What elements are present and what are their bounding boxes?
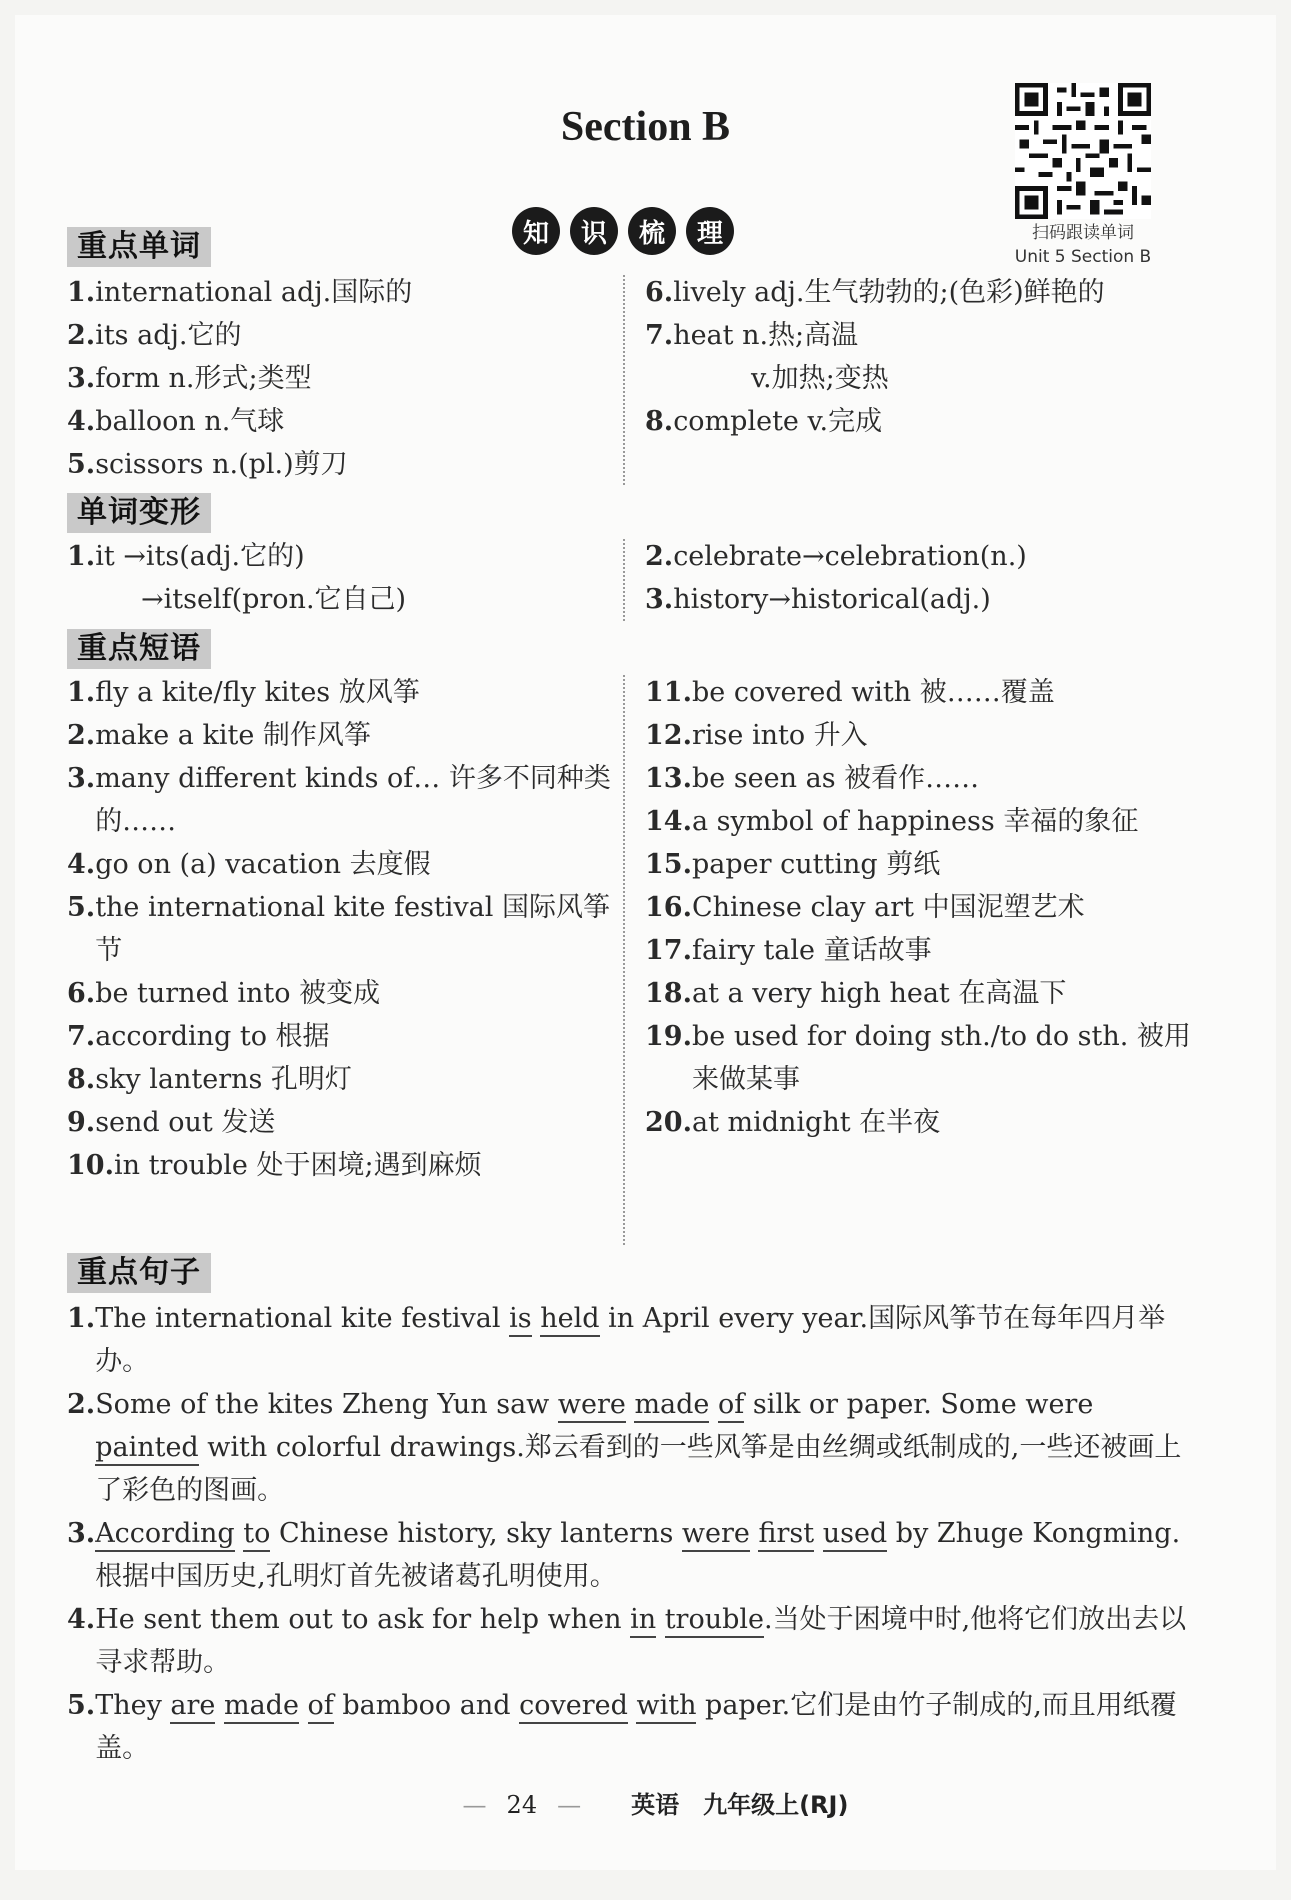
sentence-item [67,1684,1197,1770]
sentence-fragment: The international kite festival [95,1303,510,1334]
qr-caption-line: Unit 5 Section B [1014,247,1152,267]
sentence-fragment [814,1518,823,1549]
heading-word-forms: 单词变形 [67,493,211,533]
list-item: 5. scissors n.(pl.)剪刀 [67,449,348,480]
sentence-number: 2. [67,1389,96,1420]
list-item: 5. the international kite festival 国际风筝节 [67,892,610,966]
sentence-text [95,1383,1197,1512]
sentence-fragment: paper.它们是由竹子制成的,而且用纸覆盖。 [95,1690,1177,1764]
sentence-fragment [215,1690,224,1721]
list-item: 14. a symbol of happiness 幸福的象征 [645,806,1139,837]
underlined-phrase: of [308,1690,334,1724]
list-item: 1. it →its(adj.它的) [67,541,305,572]
workbook-page [15,15,1276,1870]
sentence-number: 4. [67,1604,96,1635]
underlined-phrase: in [630,1604,656,1638]
list-item: 18. at a very high heat 在高温下 [645,978,1067,1009]
list-item: 12. rise into 升入 [645,720,868,751]
badge-char: 识 [570,207,618,255]
grade-label: 九年级上(RJ) [703,1791,849,1819]
list-item: 3. history→historical(adj.) [645,584,991,615]
underlined-phrase: were [558,1389,626,1423]
word-forms-left [67,535,615,621]
column-divider [623,675,625,1245]
page-footer [15,1785,1276,1820]
list-item: 2. its adj.它的 [67,320,242,351]
sentence-fragment [299,1690,308,1721]
list-item: 3. form n.形式;类型 [67,363,312,394]
sentence-fragment: .当处于困境中时,他将它们放出去以寻求帮助。 [95,1604,1187,1678]
section-badge [512,207,734,255]
list-item: 7. according to 根据 [67,1021,330,1052]
list-item: 15. paper cutting 剪纸 [645,849,941,880]
sentence-fragment [235,1518,244,1549]
underlined-phrase: covered [519,1690,628,1724]
footer-dash: — [462,1791,487,1819]
qr-caption [1000,221,1166,269]
sentence-text [95,1512,1197,1598]
badge-char: 理 [686,207,734,255]
underlined-phrase: made [634,1389,709,1423]
list-item: 10. in trouble 处于困境;遇到麻烦 [67,1150,482,1181]
underlined-phrase: to [243,1518,270,1552]
qr-code-icon[interactable] [1015,83,1151,219]
list-item: 1. fly a kite/fly kites 放风筝 [67,677,420,708]
underlined-phrase: are [170,1690,215,1724]
underlined-phrase: used [823,1518,888,1552]
key-words-right [645,271,1205,443]
sentence-text [95,1684,1197,1770]
list-item-continuation: v.加热;变热 [751,363,889,394]
heading-key-sentences: 重点句子 [67,1253,211,1293]
sentence-fragment: with colorful drawings.郑云看到的一些风筝是由丝绸或纸制成的,一些还被画上了彩色的图画。 [95,1432,1182,1506]
list-item: 2. celebrate→celebration(n.) [645,541,1027,572]
list-item: 4. balloon n.气球 [67,406,285,437]
word-forms-right [645,535,1205,621]
list-item: 6. lively adj.生气勃勃的;(色彩)鲜艳的 [645,277,1105,308]
list-item: 9. send out 发送 [67,1107,276,1138]
list-item: 20. at midnight 在半夜 [645,1107,941,1138]
sentence-item [67,1598,1197,1684]
underlined-phrase: of [718,1389,744,1423]
footer-dash: — [557,1791,582,1819]
list-item: 16. Chinese clay art 中国泥塑艺术 [645,892,1085,923]
heading-key-words: 重点单词 [67,227,211,267]
badge-char: 梳 [628,207,676,255]
sentence-fragment: Some of the kites Zheng Yun saw [95,1389,558,1420]
sentence-item [67,1383,1197,1512]
sentence-fragment [656,1604,665,1635]
sentence-text [95,1297,1197,1383]
heading-key-phrases: 重点短语 [67,629,211,669]
page-number: 24 [506,1791,538,1819]
sentence-fragment: by Zhuge Kongming.根据中国历史,孔明灯首先被诸葛孔明使用。 [95,1518,1181,1592]
page-title: Section B [560,104,731,150]
sentence-number: 1. [67,1303,96,1334]
underlined-phrase: According [95,1518,235,1552]
key-phrases-left [67,671,615,1187]
underlined-phrase: trouble [665,1604,764,1638]
qr-caption-line: 扫码跟读单词 [1032,223,1134,243]
sentence-fragment: silk or paper. Some were [744,1389,1094,1420]
list-item: 17. fairy tale 童话故事 [645,935,932,966]
underlined-phrase: is [509,1303,532,1337]
list-item: 8. sky lanterns 孔明灯 [67,1064,352,1095]
list-item: 1. international adj.国际的 [67,277,413,308]
list-item: 7. heat n.热;高温 [645,320,859,351]
sentence-fragment: He sent them out to ask for help when [95,1604,631,1635]
list-item: 4. go on (a) vacation 去度假 [67,849,431,880]
sentence-number: 3. [67,1518,96,1549]
sentence-fragment: in April every year.国际风筝节在每年四月举办。 [95,1303,1166,1377]
sentence-text [95,1598,1197,1684]
list-item: 2. make a kite 制作风筝 [67,720,371,751]
badge-char: 知 [512,207,560,255]
column-divider [623,539,625,621]
underlined-phrase: first [758,1518,814,1552]
list-item: 13. be seen as 被看作…… [645,763,980,794]
sentence-item [67,1297,1197,1383]
sentence-fragment: They [95,1690,171,1721]
column-divider [623,275,625,485]
sentence-number: 5. [67,1690,96,1721]
underlined-phrase: made [224,1690,299,1724]
underlined-phrase: painted [95,1432,199,1466]
key-words-left [67,271,615,486]
sentence-fragment [709,1389,718,1420]
list-item: 19. be used for doing sth./to do sth. 被用来做某事 [645,1021,1191,1095]
key-phrases-right [645,671,1205,1144]
list-item-continuation: →itself(pron.它自己) [141,584,407,615]
sentence-fragment: bamboo and [333,1690,520,1721]
list-item: 11. be covered with 被……覆盖 [645,677,1055,708]
underlined-phrase: were [682,1518,750,1552]
subject-label: 英语 [631,1791,680,1819]
underlined-phrase: with [636,1690,696,1724]
list-item: 3. many different kinds of… 许多不同种类的…… [67,763,611,837]
list-item: 8. complete v.完成 [645,406,883,437]
sentence-fragment: Chinese history, sky lanterns [270,1518,682,1549]
sentence-fragment [532,1303,541,1334]
key-sentences-list [67,1297,1197,1770]
list-item: 6. be turned into 被变成 [67,978,381,1009]
underlined-phrase: held [540,1303,599,1337]
sentence-item [67,1512,1197,1598]
